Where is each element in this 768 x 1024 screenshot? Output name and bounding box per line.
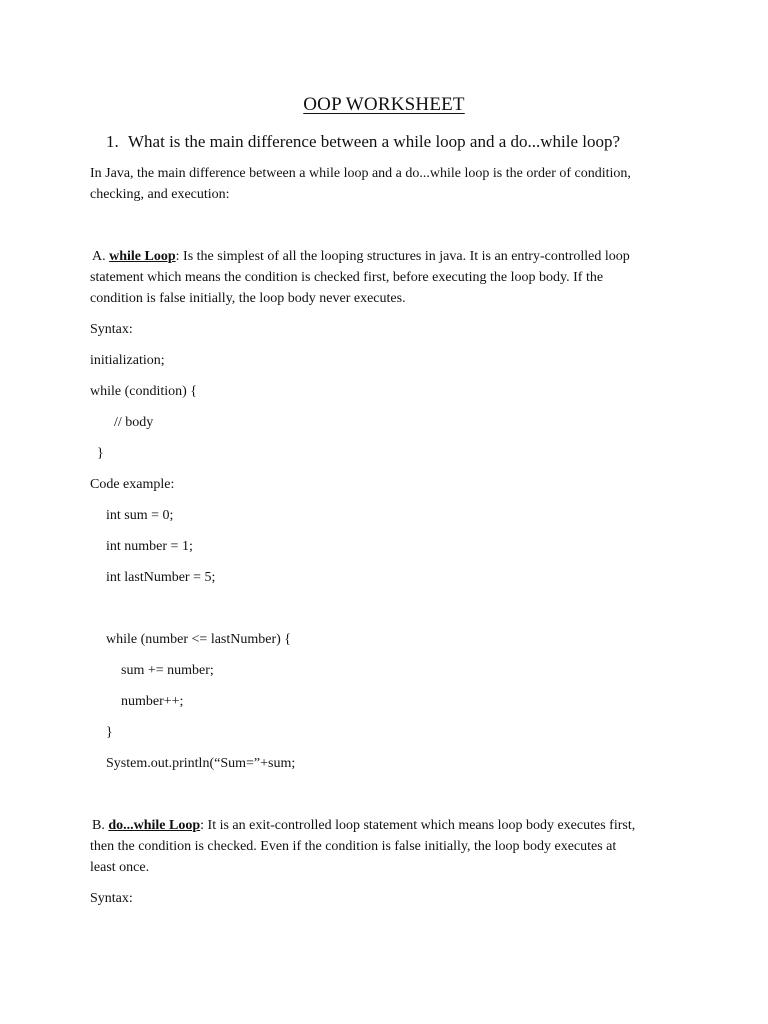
section-b-term: do...while Loop <box>108 818 201 833</box>
code-line: sum += number; <box>121 663 214 678</box>
intro-line-2: checking, and execution: <box>90 187 230 202</box>
syntax-line: // body <box>114 415 154 430</box>
section-a-term: while Loop <box>109 249 176 264</box>
code-line: while (number <= lastNumber) { <box>106 632 292 647</box>
section-b-line-3: least once. <box>90 860 150 875</box>
section-b-prefix: B. <box>92 818 105 833</box>
syntax-label-a: Syntax: <box>90 322 133 337</box>
question-number: 1. <box>106 132 119 151</box>
code-line: number++; <box>121 694 184 709</box>
page-title: OOP WORKSHEET <box>303 94 465 115</box>
intro-line-1: In Java, the main difference between a while loop and a do...while loop is the order of condition, <box>90 166 631 181</box>
syntax-line: while (condition) { <box>90 384 198 399</box>
section-a-line-3: condition is false initially, the loop body never executes. <box>90 291 406 306</box>
section-a-prefix: A. <box>92 249 106 264</box>
section-b-line-1 <box>92 816 635 836</box>
code-line: int number = 1; <box>106 539 193 554</box>
section-b-line-2: then the condition is checked. Even if the condition is false initially, the loop body executes at <box>90 839 617 854</box>
section-a-text: : Is the simplest of all the looping structures in java. It is an entry-controlled loop <box>175 249 630 264</box>
code-line: System.out.println(“Sum=”+sum; <box>106 756 296 771</box>
question-1 <box>106 131 620 153</box>
section-b-text: : It is an exit-controlled loop statement which means loop body executes first, <box>200 818 636 833</box>
code-line: int lastNumber = 5; <box>106 570 216 585</box>
code-line: } <box>106 725 113 740</box>
syntax-line: initialization; <box>90 353 165 368</box>
syntax-line: } <box>97 446 104 461</box>
section-a-line-1 <box>92 247 630 267</box>
syntax-label-b: Syntax: <box>90 891 133 906</box>
section-a-line-2: statement which means the condition is checked first, before executing the loop body. If the <box>90 270 604 285</box>
code-line: int sum = 0; <box>106 508 174 523</box>
question-text: What is the main difference between a while loop and a do...while loop? <box>128 132 621 151</box>
code-example-label: Code example: <box>90 477 175 492</box>
